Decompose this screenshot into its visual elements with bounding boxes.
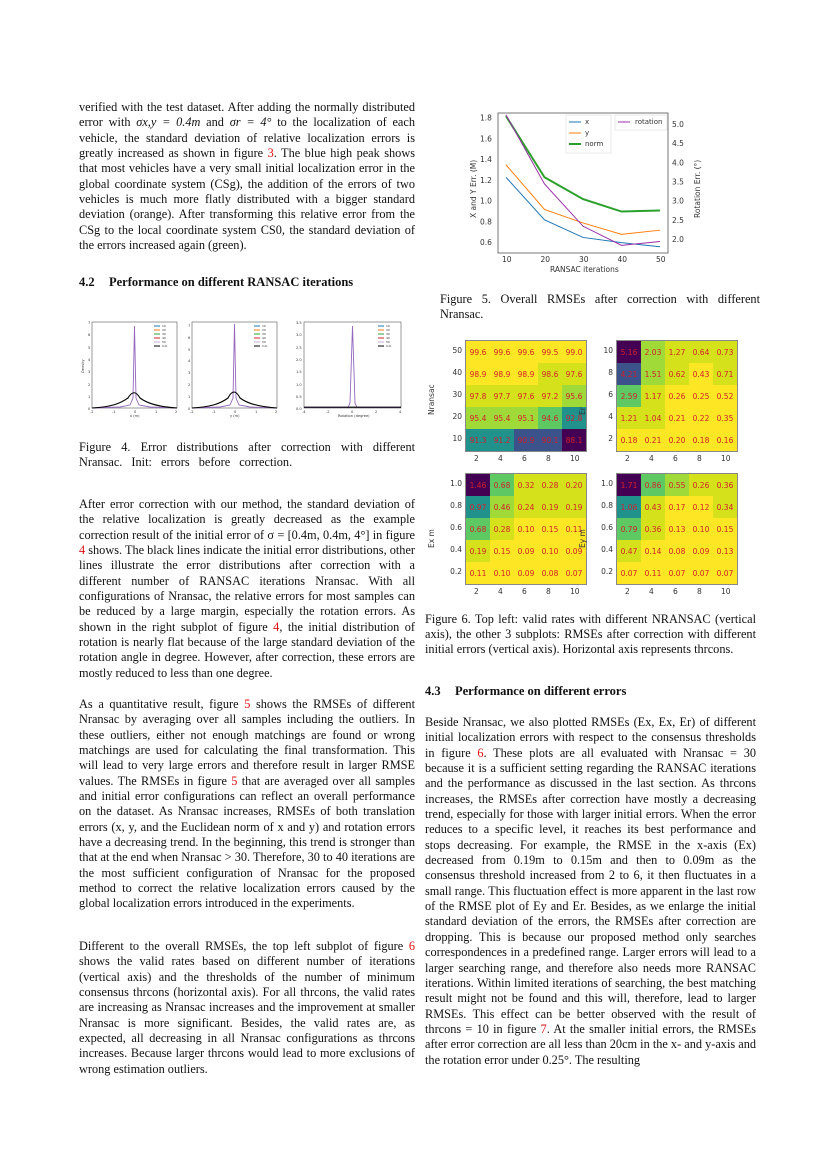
- heatmap-cell: 1.06: [617, 496, 641, 518]
- heatmap-rmse-y: [578, 473, 741, 603]
- heatmap-cell: 0.10: [689, 518, 713, 540]
- svg-text:2.5: 2.5: [672, 215, 684, 225]
- heatmap-cell: 0.07: [617, 562, 641, 584]
- heatmap-cell: 0.35: [713, 407, 737, 429]
- section-number: 4.3: [425, 684, 441, 698]
- heatmap-cell: 0.09: [514, 562, 538, 584]
- svg-text:Init.: Init.: [386, 344, 392, 348]
- svg-text:1.0: 1.0: [296, 383, 302, 387]
- x-tick-label: 6: [673, 454, 678, 463]
- svg-text:y: y: [585, 129, 590, 137]
- heatmap-cell: 0.97: [466, 496, 490, 518]
- y-axis-title: Ex m: [427, 529, 436, 548]
- density-plot-y: [186, 318, 286, 418]
- svg-text:3.5: 3.5: [296, 321, 302, 325]
- text: shows. The black lines indicate the initial error distributions, other lines illustrate the error distributions after correction with a different number of RANSAC iterations Nransac. With all configurations of Nransac, the relative errors for most samples can be reduced by a large margin, especially the rotation errors. As shown in the right subplot of figure: [79, 543, 415, 634]
- heatmap-cell: 0.73: [713, 341, 737, 363]
- svg-text:5: 5: [188, 348, 191, 352]
- density-plot-x: [80, 318, 180, 418]
- heatmap-cell: 99.6: [466, 341, 490, 363]
- heatmap-cell: 0.08: [665, 540, 689, 562]
- svg-text:50: 50: [386, 340, 390, 344]
- svg-text:5.0: 5.0: [672, 120, 684, 130]
- heatmap-cell: 0.68: [466, 518, 490, 540]
- figure-ref-link[interactable]: 4: [273, 619, 280, 634]
- y-tick-label: 2: [608, 434, 613, 443]
- svg-text:Init.: Init.: [162, 344, 168, 348]
- figure-ref-link[interactable]: 5: [231, 773, 238, 788]
- svg-text:4: 4: [88, 358, 91, 362]
- x-tick-label: 10: [570, 587, 580, 596]
- x-tick-label: 2: [625, 454, 630, 463]
- heatmap-cell: 98.9: [514, 363, 538, 385]
- svg-text:1.4: 1.4: [480, 155, 492, 165]
- y-axis-label: X and Y Err. (M): [469, 159, 478, 218]
- svg-text:1: 1: [255, 410, 258, 414]
- heatmap-cell: 0.11: [466, 562, 490, 584]
- svg-text:10: 10: [262, 324, 266, 328]
- heatmap-cell: 0.09: [514, 540, 538, 562]
- svg-text:rotation: rotation: [635, 118, 663, 126]
- heatmap-cell: 98.9: [466, 363, 490, 385]
- heatmap-cell: 0.15: [713, 518, 737, 540]
- svg-text:2: 2: [88, 383, 91, 387]
- heatmap-cell: 98.9: [490, 363, 514, 385]
- svg-text:3.0: 3.0: [672, 196, 684, 206]
- svg-text:1.6: 1.6: [480, 134, 492, 144]
- y-tick-label: 8: [608, 368, 613, 377]
- heatmap-cell: 0.86: [641, 474, 665, 496]
- y-axis-title: Er: [578, 407, 587, 415]
- paragraph-after-correction: [79, 497, 415, 681]
- svg-text:2: 2: [375, 410, 378, 414]
- y-tick-label: 30: [452, 390, 462, 399]
- text: . These plots are all evaluated with Nransac = 30 because it is a sufficient setting regarding the RANSAC iterations and the performance as discussed in the last section. As thrcons increases, the RMSEs after correction have mostly a decreasing trend, especially for those with larger initial errors. When the error reduces to a specific level, it reaches its best performance and stops decreasing. For example, the RMSE in the x-axis (Ex) decreased from 0.19m to 0.15m and then to 0.09m as the consensus threshold increased from 2 to 6, it then fluctuates in a small range. This fluctuation effect is more apparent in the last row of the RMSE plot of Ey and Er. Besides, as we enlarge the initial standard deviation of the errors, the RMSEs after correction are dropping. This is because our proposed method only searches correspondences in a predefined range. Larger errors will lead to a larger searching range, and therefore also needs more RANSAC iterations. Within limited iterations of searching, the best matching result might not be found and this will, therefore, lead to larger RMSEs. This effect can be better observed with the result of thrcons = 10 in figure: [425, 745, 756, 1036]
- svg-text:40: 40: [386, 336, 390, 340]
- caption-text: Error distributions after correction with different Nransac. Init: errors before correction.: [79, 440, 416, 469]
- heatmap-cell: 0.19: [466, 540, 490, 562]
- y-tick-label: 0.4: [601, 545, 613, 554]
- heatmap-cell: 0.09: [689, 540, 713, 562]
- heatmap-cell: 0.12: [689, 496, 713, 518]
- svg-text:40: 40: [617, 255, 628, 264]
- y-tick-label: 10: [452, 434, 462, 443]
- caption-label: Figure 4.: [79, 440, 131, 454]
- figure-4: [80, 318, 410, 428]
- text: Different to the overall RMSEs, the top left subplot of figure: [79, 939, 409, 953]
- svg-text:1.2: 1.2: [480, 175, 492, 185]
- svg-text:40: 40: [262, 336, 266, 340]
- svg-text:3: 3: [188, 371, 191, 375]
- figure-ref-link[interactable]: 6: [477, 745, 484, 760]
- x-tick-label: 2: [474, 454, 479, 463]
- text: , the initial distribution of rotation is nearly flat because of the large standard deviation of the rotation angle in degree. However, after correction, these errors are mostly reduced to less than one degree.: [79, 619, 415, 680]
- svg-text:0.5: 0.5: [296, 395, 302, 399]
- heatmap-cell: 5.16: [617, 341, 641, 363]
- svg-text:-1: -1: [112, 410, 116, 414]
- heatmap-cell: 0.09: [562, 540, 586, 562]
- heatmap-cell: 97.8: [466, 385, 490, 407]
- y-tick-label: 10: [603, 346, 613, 355]
- svg-text:1.0: 1.0: [480, 196, 492, 206]
- text: shows the RMSEs of different Nransac by averaging over all samples including the outliers. In these outliers, either not enough matchings are found or wrong matchings are used for calculating the final transformation. This will lead to very large errors and therefore result in larger RMSE values. The RMSEs in figure: [79, 697, 415, 788]
- y-tick-label: 0.6: [601, 523, 613, 532]
- y-tick-label: 0.8: [450, 501, 462, 510]
- svg-text:5: 5: [88, 346, 91, 350]
- y-tick-label: 0.8: [601, 501, 613, 510]
- svg-text:6: 6: [188, 336, 191, 340]
- heatmap-cell: 95.1: [514, 407, 538, 429]
- y-axis-title: Ey m: [578, 529, 587, 548]
- figure-ref-link[interactable]: 3: [267, 146, 274, 161]
- heatmap-valid-rate: [427, 340, 590, 470]
- svg-text:0.0: 0.0: [296, 407, 302, 411]
- heatmap-cell: 0.07: [689, 562, 713, 584]
- heatmap-cell: 0.46: [490, 496, 514, 518]
- svg-text:40: 40: [162, 336, 166, 340]
- x-tick-label: 10: [721, 454, 731, 463]
- svg-text:4.5: 4.5: [672, 139, 684, 149]
- svg-text:3.0: 3.0: [296, 333, 302, 337]
- heatmap-cell: 88.1: [562, 429, 586, 451]
- svg-text:3.5: 3.5: [672, 177, 684, 187]
- figure-ref-link[interactable]: 4: [79, 543, 86, 558]
- heatmap-cell: 0.55: [665, 474, 689, 496]
- svg-text:4.0: 4.0: [672, 158, 684, 168]
- heatmap-cell: 0.25: [689, 385, 713, 407]
- paragraph-different-errors: [425, 715, 756, 1068]
- svg-text:30: 30: [162, 332, 166, 336]
- heatmap-cell: 0.68: [490, 474, 514, 496]
- heatmap-cell: 0.34: [713, 496, 737, 518]
- svg-text:norm: norm: [585, 140, 604, 148]
- heatmap-cell: 97.6: [514, 385, 538, 407]
- text: . At the smaller initial errors, the RMSEs after error correction are all less than 20cm in the x- and y-axis and the rotation error under 0.25°. The resulting: [425, 1021, 756, 1067]
- heatmap-cell: 99.6: [490, 341, 514, 363]
- heatmap-rmse-x: [427, 473, 590, 603]
- svg-text:1: 1: [155, 410, 158, 414]
- heatmap-cell: 0.79: [617, 518, 641, 540]
- heatmap-cell: 0.10: [538, 540, 562, 562]
- figure-4-caption: [79, 440, 415, 470]
- heatmap-cell: 0.14: [641, 540, 665, 562]
- intro-paragraph: [79, 100, 415, 253]
- y-tick-label: 50: [452, 346, 462, 355]
- svg-text:2: 2: [188, 383, 191, 387]
- heatmap-cell: 95.4: [490, 407, 514, 429]
- figure-ref-link[interactable]: 5: [244, 697, 251, 711]
- svg-text:0: 0: [188, 407, 191, 411]
- heatmap-cell: 0.07: [713, 562, 737, 584]
- svg-text:2: 2: [175, 410, 178, 414]
- heatmap-cell: 1.21: [617, 407, 641, 429]
- heatmap-cell: 0.18: [617, 429, 641, 451]
- x-tick-label: 6: [522, 454, 527, 463]
- svg-text:-4: -4: [302, 410, 306, 414]
- heatmap-cell: 0.43: [689, 363, 713, 385]
- svg-text:30: 30: [386, 332, 390, 336]
- heatmap-cell: 0.24: [514, 496, 538, 518]
- svg-text:7: 7: [188, 324, 191, 328]
- y-axis-label-right: Rotation Err. (°): [693, 159, 702, 218]
- svg-text:2: 2: [275, 410, 278, 414]
- y-tick-label: 1.0: [450, 479, 462, 488]
- heatmap-cell: 2.03: [641, 341, 665, 363]
- svg-text:20: 20: [386, 328, 390, 332]
- svg-text:50: 50: [656, 255, 666, 264]
- text: shows the valid rates based on different number of iterations (vertical axis) and the thresholds of the number of minimum consensus thrcons (horizontal axis). For all thrcons, the valid rates are increasing as Nransac increases and the improvement at smaller Nransac is more significant. Besides, the valid rates are, as expected, all decreasing in all Nransac configurations as thrcons increases. Because larger thrcons would lead to more exclusions of wrong estimation outliers.: [79, 954, 415, 1076]
- heatmap-cell: 95.4: [466, 407, 490, 429]
- heatmap-cell: 0.71: [713, 363, 737, 385]
- heatmap-cell: 97.7: [490, 385, 514, 407]
- y-tick-label: 0.4: [450, 545, 462, 554]
- heatmap-cell: 0.11: [641, 562, 665, 584]
- math: σr = 4°: [229, 115, 272, 130]
- svg-text:30: 30: [579, 255, 589, 264]
- svg-text:-2: -2: [190, 410, 194, 414]
- heatmap-cell: 0.16: [713, 429, 737, 451]
- x-axis-label: RANSAC iterations: [550, 265, 619, 274]
- heatmap-cell: 0.19: [562, 496, 586, 518]
- heatmap-cell: 4.21: [617, 363, 641, 385]
- svg-text:7: 7: [88, 321, 91, 325]
- heatmap-cell: 0.62: [665, 363, 689, 385]
- y-tick-label: 4: [608, 412, 613, 421]
- heatmap-cell: 0.21: [665, 407, 689, 429]
- svg-text:2.5: 2.5: [296, 346, 302, 350]
- svg-text:0: 0: [88, 407, 91, 411]
- x-tick-label: 8: [546, 587, 551, 596]
- svg-text:20: 20: [540, 255, 551, 264]
- heatmap-cell: 0.43: [641, 496, 665, 518]
- y-tick-label: 0.2: [450, 567, 462, 576]
- heatmap-cell: 98.6: [538, 363, 562, 385]
- text: to the localization of each vehicle, the standard deviation of relative localization errors is greatly increased as shown in figure: [79, 115, 415, 161]
- math: σx,y = 0.4m: [136, 115, 201, 130]
- y-tick-label: 6: [608, 390, 613, 399]
- svg-text:6: 6: [88, 333, 91, 337]
- heatmap-cell: 0.11: [562, 518, 586, 540]
- svg-text:x (m): x (m): [130, 414, 140, 418]
- heatmap-cell: 0.36: [713, 474, 737, 496]
- heatmap-cell: 0.22: [689, 407, 713, 429]
- heatmap-cell: 0.21: [641, 429, 665, 451]
- heatmap-cell: 0.20: [562, 474, 586, 496]
- heatmap-cell: 0.19: [538, 496, 562, 518]
- section-title: Performance on different RANSAC iterations: [109, 275, 354, 289]
- svg-text:4: 4: [188, 359, 191, 363]
- x-tick-label: 4: [498, 587, 503, 596]
- svg-text:1: 1: [88, 395, 91, 399]
- heatmap-cell: 0.13: [713, 540, 737, 562]
- figure-ref-link[interactable]: 7: [540, 1021, 547, 1036]
- heatmap-cell: 0.26: [665, 385, 689, 407]
- svg-text:Density: Density: [81, 359, 85, 373]
- text: that are averaged over all samples and initial error configurations can reflect an overall performance on the dataset. As Nransac increases, RMSEs of both translation errors (x, y, and the Euclidean norm of x and y) and rotation errors have a decreasing trend. In the beginning, this trend is stronger than that at the end when Nransac > 30. Therefore, 30 to 40 iterations are the most sufficient configuration of Nransac for the proposed method to correct the relative localization errors caused by the global localization errors introduced in the experiments.: [79, 773, 415, 911]
- y-tick-label: 0.2: [601, 567, 613, 576]
- heatmap-cell: 0.26: [689, 474, 713, 496]
- svg-text:-1: -1: [212, 410, 216, 414]
- svg-text:-2: -2: [90, 410, 94, 414]
- svg-text:0.6: 0.6: [480, 238, 492, 248]
- svg-text:Rotation (degree): Rotation (degree): [338, 414, 370, 418]
- heatmap-cell: 0.10: [490, 562, 514, 584]
- x-tick-label: 10: [721, 587, 731, 596]
- x-tick-label: 8: [697, 587, 702, 596]
- svg-text:0: 0: [351, 410, 354, 414]
- heatmap-cell: 90.9: [514, 429, 538, 451]
- heatmap-cell: 0.52: [713, 385, 737, 407]
- heatmap-cell: 0.28: [490, 518, 514, 540]
- x-tick-label: 4: [498, 454, 503, 463]
- heatmap-cell: 91.2: [490, 429, 514, 451]
- svg-text:20: 20: [162, 328, 166, 332]
- svg-text:-2: -2: [326, 410, 330, 414]
- svg-text:3: 3: [88, 370, 91, 374]
- paragraph-valid-rates: [79, 939, 415, 1077]
- svg-text:1.8: 1.8: [480, 113, 492, 123]
- x-tick-label: 6: [522, 587, 527, 596]
- figure-6-caption: Figure 6. Top left: valid rates with different NRANSAC (vertical axis), the other 3 subplots: RMSEs after correction with different initial errors (vertical axis). Horizontal axis represents thrcons.: [425, 612, 756, 656]
- svg-text:0: 0: [234, 410, 237, 414]
- heatmap-cell: 0.32: [514, 474, 538, 496]
- heatmap-cell: 1.04: [641, 407, 665, 429]
- y-tick-label: 40: [452, 368, 462, 377]
- heatmap-cell: 0.07: [665, 562, 689, 584]
- heatmap-cell: 0.08: [538, 562, 562, 584]
- heatmap-cell: 2.59: [617, 385, 641, 407]
- svg-text:x: x: [585, 118, 590, 126]
- heatmap-cell: 0.15: [490, 540, 514, 562]
- text: After error correction with our method, the standard deviation of the relative localization is greatly decreased as the example correction result of the initial error of σ = [0.4m, 0.4m, 4°] in figure: [79, 497, 415, 542]
- heatmap-cell: 95.6: [562, 385, 586, 407]
- svg-text:4: 4: [399, 410, 402, 414]
- section-heading-4-3: [425, 684, 626, 699]
- heatmap-cell: 1.71: [617, 474, 641, 496]
- svg-text:50: 50: [262, 340, 266, 344]
- text: and: [200, 115, 230, 130]
- heatmap-cell: 92.8: [562, 407, 586, 429]
- text: . The blue high peak shows that most vehicles have a very small initial localization error in the global coordinate system (CSg), the addition of the errors of two vehicles is much more flatly distributed with a bigger standard deviation (orange). After transforming this relative error from the CSg to the local coordinate system CS0, the standard deviation of the errors increased again (green).: [79, 146, 415, 253]
- x-tick-label: 2: [474, 587, 479, 596]
- heatmap-rmse-rotation: [578, 340, 741, 470]
- svg-text:10: 10: [162, 324, 166, 328]
- x-tick-label: 10: [570, 454, 580, 463]
- heatmap-cell: 0.07: [562, 562, 586, 584]
- section-number: 4.2: [79, 275, 95, 289]
- heatmap-cell: 94.6: [538, 407, 562, 429]
- x-tick-label: 8: [546, 454, 551, 463]
- heatmap-cell: 97.2: [538, 385, 562, 407]
- heatmap-cell: 0.64: [689, 341, 713, 363]
- density-plot-rotation: [292, 318, 404, 418]
- x-tick-label: 2: [625, 587, 630, 596]
- section-title: Performance on different errors: [455, 684, 627, 698]
- svg-text:0.8: 0.8: [480, 217, 492, 227]
- heatmap-cell: 99.0: [562, 341, 586, 363]
- figure-ref-link[interactable]: 6: [408, 939, 415, 953]
- heatmap-cell: 0.20: [665, 429, 689, 451]
- x-tick-label: 8: [697, 454, 702, 463]
- svg-text:2.0: 2.0: [672, 235, 684, 245]
- svg-text:2.0: 2.0: [296, 358, 302, 362]
- section-heading-4-2: [79, 275, 353, 290]
- heatmap-cell: 97.6: [562, 363, 586, 385]
- figure-5-chart: [468, 108, 718, 276]
- heatmap-cell: 0.15: [538, 518, 562, 540]
- heatmap-cell: 99.5: [538, 341, 562, 363]
- heatmap-cell: 0.18: [689, 429, 713, 451]
- heatmap-cell: 0.36: [641, 518, 665, 540]
- svg-text:Init.: Init.: [262, 344, 268, 348]
- x-tick-label: 4: [649, 454, 654, 463]
- heatmap-cell: 0.10: [514, 518, 538, 540]
- x-tick-label: 6: [673, 587, 678, 596]
- svg-text:y (m): y (m): [230, 414, 240, 418]
- heatmap-cell: 0.13: [665, 518, 689, 540]
- text: verified with the test dataset. After adding the normally distributed error with: [79, 100, 415, 130]
- y-tick-label: 20: [452, 412, 462, 421]
- svg-text:20: 20: [262, 328, 266, 332]
- y-tick-label: 0.6: [450, 523, 462, 532]
- heatmap-cell: 99.6: [514, 341, 538, 363]
- heatmap-cell: 1.51: [641, 363, 665, 385]
- svg-text:50: 50: [162, 340, 166, 344]
- y-tick-label: 1.0: [601, 479, 613, 488]
- svg-text:1: 1: [188, 395, 191, 399]
- heatmap-cell: 1.27: [665, 341, 689, 363]
- svg-text:10: 10: [502, 255, 512, 264]
- x-tick-label: 4: [649, 587, 654, 596]
- heatmap-cell: 1.46: [466, 474, 490, 496]
- heatmap-cell: 0.17: [665, 496, 689, 518]
- heatmap-cell: 0.47: [617, 540, 641, 562]
- heatmap-cell: 0.28: [538, 474, 562, 496]
- paragraph-quantitative: [79, 697, 415, 912]
- heatmap-cell: 90.1: [538, 429, 562, 451]
- heatmap-cell: 91.3: [466, 429, 490, 451]
- svg-text:0: 0: [134, 410, 137, 414]
- svg-text:30: 30: [262, 332, 266, 336]
- heatmap-cell: 1.17: [641, 385, 665, 407]
- y-axis-title: Nransac: [427, 384, 436, 415]
- text: Beside Nransac, we also plotted RMSEs (Ex, Ex, Er) of different initial localization errors with respect to the consensus thresholds in figure: [425, 715, 756, 760]
- figure-5-caption: Figure 5. Overall RMSEs after correction with different Nransac.: [440, 292, 760, 321]
- svg-text:1.5: 1.5: [296, 370, 302, 374]
- svg-text:10: 10: [386, 324, 390, 328]
- text: As a quantitative result, figure: [79, 697, 245, 711]
